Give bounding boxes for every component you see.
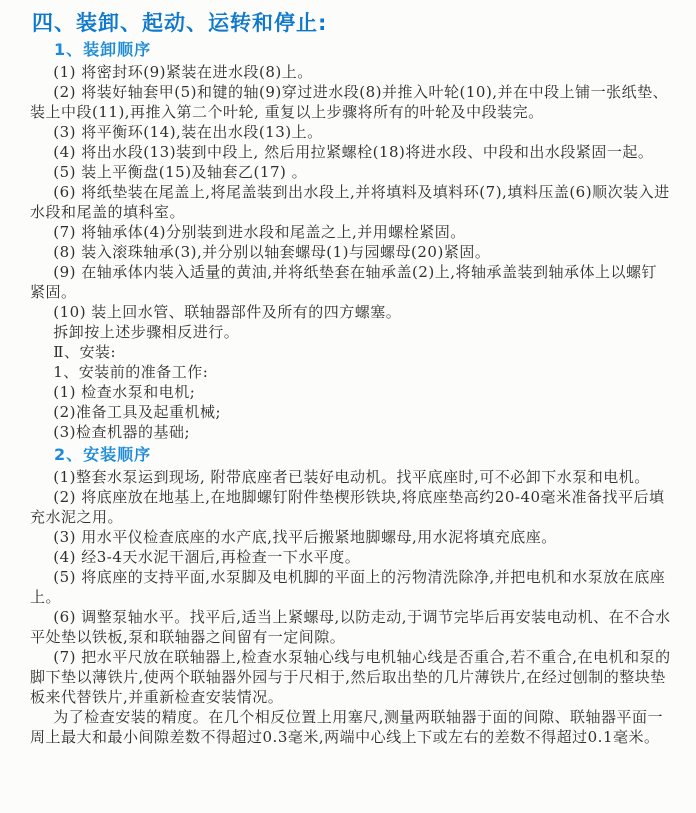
sec1-step-4: (4) 将出水段(13)装到中段上, 然后用拉紧螺栓(18)将进水段、中段和出水段紧固一起。: [53, 143, 654, 161]
sec1-prep-item-3: (3)检查机器的基础;: [53, 423, 191, 441]
sec1-step-10: (10) 装上回水管、联轴器部件及所有的四方螺塞。: [53, 303, 402, 321]
sec1-prep-item-1: (1) 检查水泵和电机;: [53, 383, 196, 401]
sec2-step-6: (6) 调整泵轴水平。找平后,适当上紧螺母,以防走动,于调节完毕后再安装电动机、在不合水平处垫以铁板,泵和联轴器之间留有一定间隙。: [30, 608, 671, 646]
sec2-step-3: (3) 用水平仪检查底座的水产底,找平后搬紧地脚螺母,用水泥将填充底座。: [53, 528, 557, 546]
sec2-step-2: (2) 将底座放在地基上,在地脚螺钉附件垫楔形铁块,将底座垫高约20-40毫米准备找平后填充水泥之用。: [30, 488, 665, 526]
section-unload-sequence: [30, 39, 672, 442]
sec1-step-5: (5) 装上平衡盘(15)及轴套乙(17) 。: [53, 163, 308, 181]
sec1-install-heading: Ⅱ、安装:: [53, 343, 116, 361]
sec1-step-6: (6) 将纸垫装在尾盖上,将尾盖装到出水段上,并将填料及填料环(7),填料压盖(6)顺次装入进水段和尾盖的填科室。: [30, 183, 670, 221]
sec1-step-1: (1) 将密封环(9)紧装在进水段(8)上。: [53, 63, 313, 81]
sec1-step-9: (9) 在轴承体内装入适量的黄油,并将纸垫套在轴承盖(2)上,将轴承盖装到轴承体上以螺钉紧固。: [30, 263, 658, 301]
sec1-step-2: (2) 将装好轴套甲(5)和键的轴(9)穿过进水段(8)并推入叶轮(10),并在中段上铺一张纸垫、装上中段(11),再推入第二个叶轮, 重复以上步骤将所有的叶轮及中段装完。: [30, 83, 669, 121]
sec1-note-disassembly: 拆卸按上述步骤相反进行。: [53, 323, 240, 341]
sec2-step-1: (1)整套水泵运到现场, 附带底座者已装好电动机。找平底座时,可不必卸下水泵和电机。: [53, 468, 650, 486]
sec1-step-8: (8) 装入滚珠轴承(3),并分别以轴套螺母(1)与园螺母(20)紧固。: [53, 243, 491, 261]
section-1-heading: 1、装卸顺序: [54, 40, 152, 59]
sec1-step-3: (3) 将平衡环(14),装在出水段(13)上。: [53, 123, 323, 141]
sec2-step-7: (7) 把水平尺放在联轴器上,检查水泵轴心线与电机轴心线是否重合,若不重合,在电机和泵的脚下垫以薄铁片,使两个联轴器外园与于尺相于,然后取出垫的几片薄铁片,在经过刨制的整块垫板来代替铁片,并重新检查安装情况。: [30, 648, 671, 706]
sec1-prep-heading: 1、安装前的准备工作:: [53, 363, 209, 381]
section-install-sequence: [30, 444, 672, 747]
sec1-step-7: (7) 将轴承体(4)分别装到进水段和尾盖之上,并用螺栓紧固。: [53, 223, 466, 241]
sec2-accuracy-note: 为了检查安装的精度。在几个相反位置上用塞尺,测量两联轴器于面的间隙、联轴器平面一周上最大和最小间隙差数不得超过0.3毫米,两端中心线上下或左右的差数不得超过0.1毫米。: [30, 708, 664, 746]
sec2-step-4: (4) 经3-4天水泥干涸后,再检查一下水平度。: [53, 548, 361, 566]
section-2-heading: 2、安装顺序: [54, 445, 152, 464]
page-title: 四、装卸、起动、运转和停止:: [32, 11, 328, 35]
sec1-prep-item-2: (2)准备工具及起重机械;: [53, 403, 222, 421]
sec2-step-5: (5) 将底座的支持平面,水泵脚及电机脚的平面上的污物清洗除净,并把电机和水泵放在底座上。: [30, 568, 666, 606]
